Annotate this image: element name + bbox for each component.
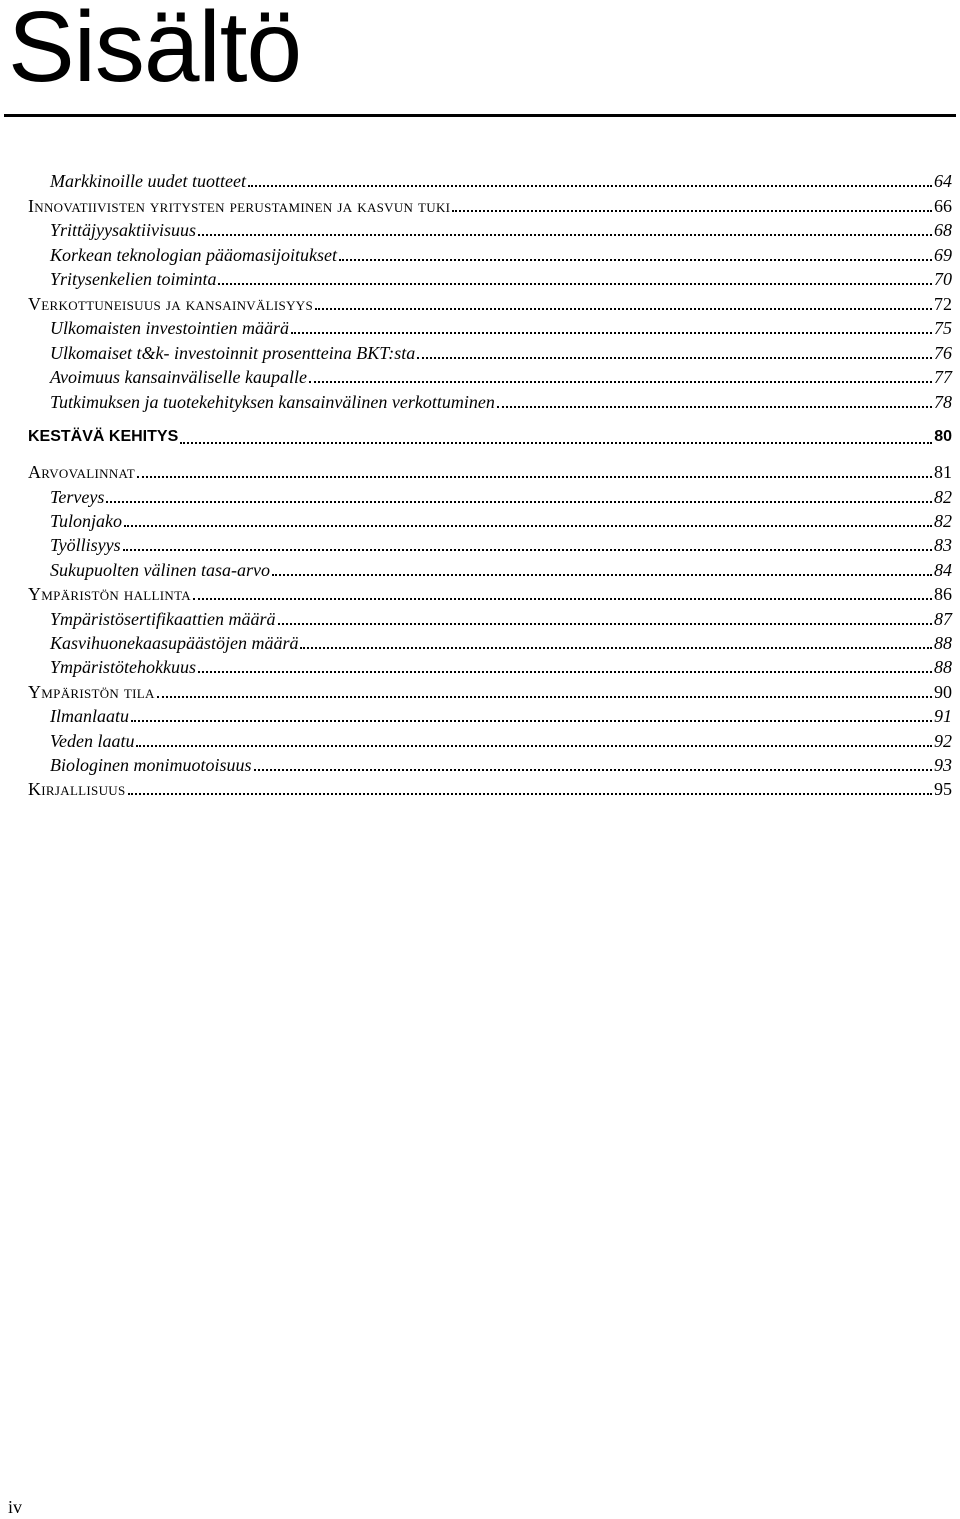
toc-leader-dots xyxy=(339,259,932,261)
page-number: iv xyxy=(8,1497,23,1517)
toc-leader-dots xyxy=(452,210,932,212)
toc-leader-dots xyxy=(315,308,932,310)
toc-entry-page: 72 xyxy=(934,294,952,314)
toc-leader-dots xyxy=(254,769,933,771)
toc-entry-label: Tutkimuksen ja tuotekehityksen kansainvälinen verkottuminen xyxy=(50,392,495,412)
toc-entry-page: 70 xyxy=(934,269,952,289)
toc-leader-dots xyxy=(131,720,932,722)
toc-entry-page: 66 xyxy=(934,196,952,216)
toc-entry-label: Ympäristösertifikaattien määrä xyxy=(50,609,276,629)
toc-leader-dots xyxy=(309,381,932,383)
toc-entry-label: Tulonjako xyxy=(50,511,123,531)
toc-leader-dots xyxy=(157,696,932,698)
toc-leader-dots xyxy=(106,501,932,503)
toc-entry-page: 92 xyxy=(934,731,952,751)
toc-leader-dots xyxy=(137,476,932,478)
toc-chapter-entry[interactable] xyxy=(28,428,952,452)
toc-entry-label: Terveys xyxy=(50,487,105,507)
toc-entry-label: Työllisyys xyxy=(50,535,121,555)
toc-entry-page: 90 xyxy=(934,682,952,702)
toc-leader-dots xyxy=(218,283,932,285)
toc-entry[interactable] xyxy=(28,584,952,608)
toc-entry-page: 86 xyxy=(934,584,952,604)
toc-entry-page: 69 xyxy=(934,245,952,265)
toc-entry-label: Kasvihuonekaasupäästöjen määrä xyxy=(50,633,299,653)
toc-leader-dots xyxy=(300,647,932,649)
toc-entry-page: 81 xyxy=(934,462,952,482)
toc-entry-label: Kirjallisuus xyxy=(28,779,126,799)
toc-entry-label: Sukupuolten välinen tasa-arvo xyxy=(50,560,270,580)
toc-entry-label: Ympäristön hallinta xyxy=(28,584,191,604)
toc-entry[interactable] xyxy=(50,392,952,416)
toc-entry[interactable] xyxy=(28,294,952,318)
toc-entry-page: 83 xyxy=(934,535,952,555)
toc-entry[interactable] xyxy=(50,609,952,633)
toc-entry[interactable] xyxy=(50,487,952,511)
toc-leader-dots xyxy=(193,598,932,600)
toc-entry[interactable] xyxy=(50,269,952,293)
toc-entry-label: Avoimuus kansainväliselle kaupalle xyxy=(50,367,307,387)
toc-leader-dots xyxy=(272,574,932,576)
toc-entry-page: 78 xyxy=(934,392,952,412)
toc-leader-dots xyxy=(128,793,933,795)
toc-entry-label: Arvovalinnat xyxy=(28,462,136,482)
toc-entry-label: Ilmanlaatu xyxy=(50,706,129,726)
toc-leader-dots xyxy=(198,234,932,236)
toc-leader-dots xyxy=(136,745,932,747)
toc-leader-dots xyxy=(180,442,932,444)
toc-entry-page: 68 xyxy=(934,220,952,240)
toc-entry-page: 93 xyxy=(934,755,952,775)
toc-entry-page: 91 xyxy=(934,706,952,726)
toc-entry-page: 82 xyxy=(934,487,952,507)
page-title: Sisältö xyxy=(8,0,302,103)
toc-leader-dots xyxy=(291,332,932,334)
toc-entry-page: 76 xyxy=(934,343,952,363)
toc-leader-dots xyxy=(124,525,932,527)
toc-entry[interactable] xyxy=(28,779,952,803)
toc-entry-page: 88 xyxy=(934,657,952,677)
toc-entry-page: 75 xyxy=(934,318,952,338)
toc-entry-label: Yrittäjyysaktiivisuus xyxy=(50,220,196,240)
toc-leader-dots xyxy=(278,623,932,625)
toc-leader-dots xyxy=(248,185,932,187)
toc-entry-page: 87 xyxy=(934,609,952,629)
toc-entry-label: Veden laatu xyxy=(50,731,135,751)
toc-entry-page: 80 xyxy=(934,428,952,445)
toc-entry-page: 95 xyxy=(934,779,952,799)
toc-entry[interactable] xyxy=(50,367,952,391)
toc-entry[interactable] xyxy=(50,171,952,195)
toc-entry[interactable] xyxy=(50,731,952,755)
toc-leader-dots xyxy=(497,406,932,408)
toc-entry-label: Biologinen monimuotoisuus xyxy=(50,755,252,775)
toc-entry[interactable] xyxy=(50,245,952,269)
toc-entry-page: 84 xyxy=(934,560,952,580)
title-divider xyxy=(4,114,956,117)
toc-entry[interactable] xyxy=(50,755,952,779)
toc-entry[interactable] xyxy=(50,560,952,584)
toc-entry-label: KESTÄVÄ KEHITYS xyxy=(28,428,179,445)
toc-entry[interactable] xyxy=(50,535,952,559)
toc-entry[interactable] xyxy=(50,633,952,657)
toc-entry[interactable] xyxy=(28,462,952,486)
toc-entry[interactable] xyxy=(50,657,952,681)
toc-leader-dots xyxy=(198,671,932,673)
toc-entry[interactable] xyxy=(50,343,952,367)
toc-entry-page: 82 xyxy=(934,511,952,531)
toc-entry[interactable] xyxy=(28,682,952,706)
toc-entry-label: Ulkomaiset t&k- investoinnit prosentteina BKT:sta xyxy=(50,343,416,363)
toc-entry-page: 64 xyxy=(934,171,952,191)
toc-entry-label: Korkean teknologian pääomasijoitukset xyxy=(50,245,337,265)
toc-entry-label: Innovatiivisten yritysten perustaminen ja kasvun tuki xyxy=(28,196,451,216)
toc-entry-page: 88 xyxy=(934,633,952,653)
toc-entry-page: 77 xyxy=(934,367,952,387)
toc-entry-label: Markkinoille uudet tuotteet xyxy=(50,171,246,191)
toc-entry[interactable] xyxy=(50,511,952,535)
toc-entry-label: Ulkomaisten investointien määrä xyxy=(50,318,289,338)
toc-entry[interactable] xyxy=(50,706,952,730)
toc-entry[interactable] xyxy=(50,220,952,244)
toc-entry[interactable] xyxy=(50,318,952,342)
toc-entry-label: Ympäristötehokkuus xyxy=(50,657,196,677)
toc-leader-dots xyxy=(123,549,932,551)
toc-entry-label: Yritysenkelien toiminta xyxy=(50,269,217,289)
toc-entry-label: Ympäristön tila xyxy=(28,682,155,702)
toc-entry[interactable] xyxy=(28,196,952,220)
toc-entry-label: Verkottuneisuus ja kansainvälisyys xyxy=(28,294,313,314)
toc-leader-dots xyxy=(417,357,932,359)
